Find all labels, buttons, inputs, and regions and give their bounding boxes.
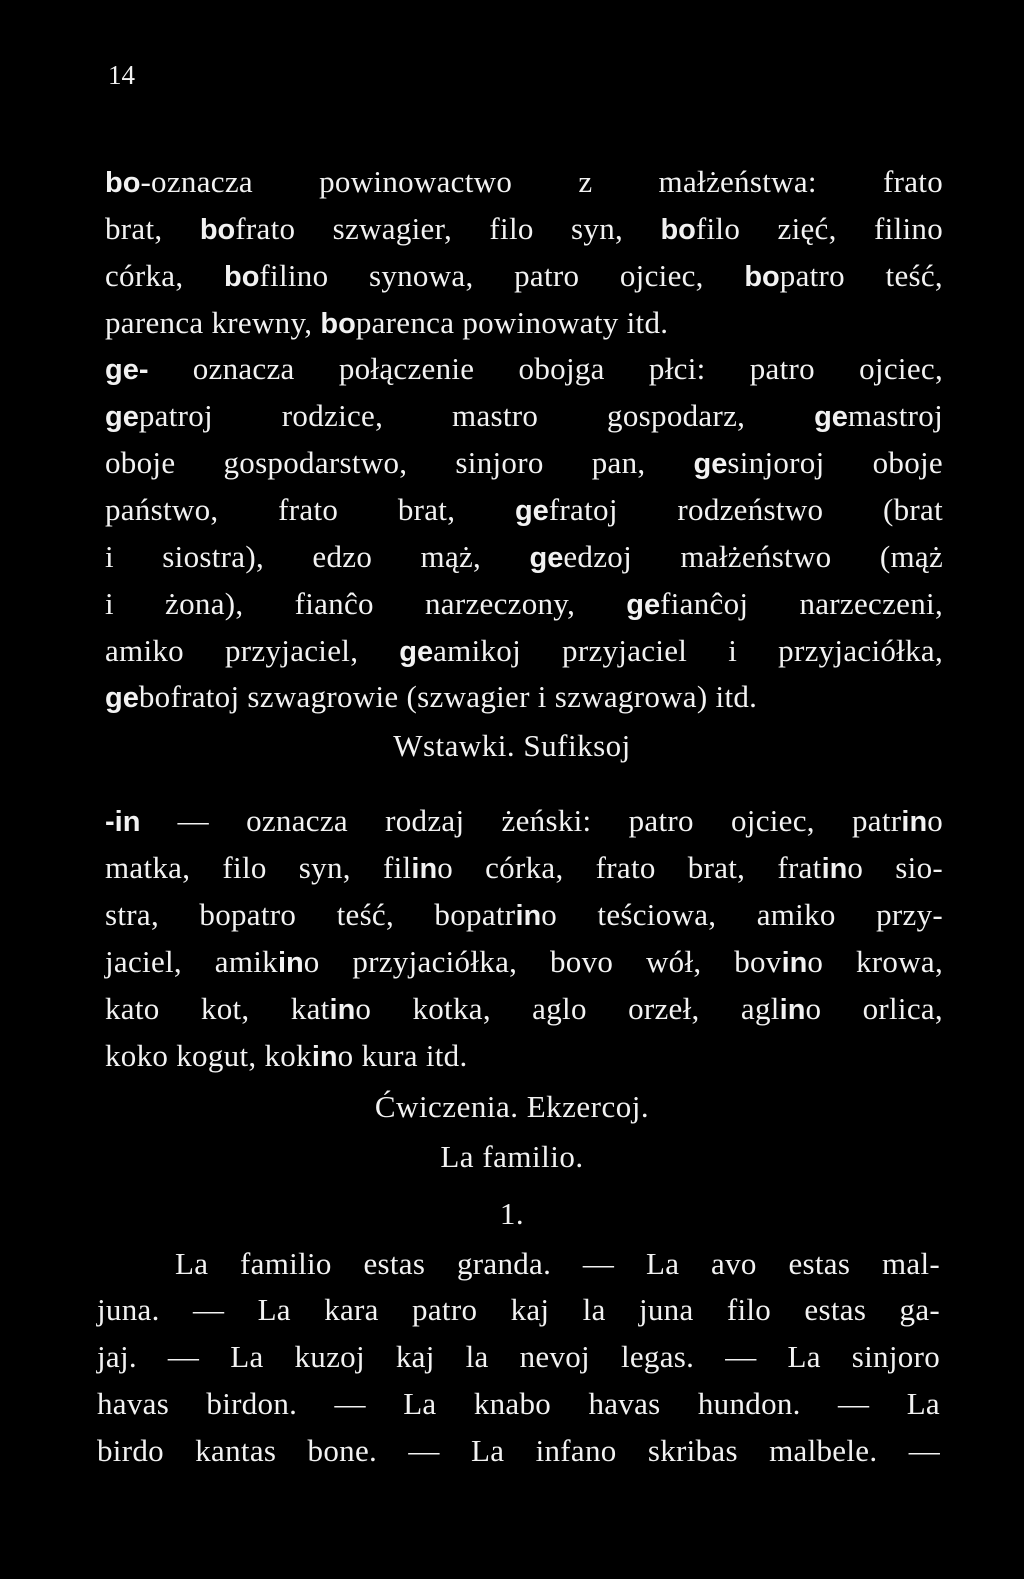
text-segment: mastroj — [847, 398, 943, 433]
text-segment: bofratoj szwagrowie (szwagier i szwagrowa) itd. — [138, 679, 758, 714]
text-segment: o — [927, 803, 943, 838]
text-segment: frato szwagier, filo syn, — [235, 211, 661, 246]
exercise-line: havas birdon. — La knabo havas hundon. — La — [97, 1386, 940, 1421]
section-heading-wstawki: Wstawki. Sufiksoj — [393, 728, 631, 763]
morpheme-highlight: in — [781, 947, 808, 979]
text-segment: kato kot, kat — [105, 991, 330, 1026]
morpheme-highlight: ge — [105, 682, 139, 714]
text-segment: oboje gospodarstwo, sinjoro pan, — [105, 445, 694, 480]
morpheme-highlight: bo — [744, 261, 780, 293]
text-segment: państwo, frato brat, — [105, 492, 515, 527]
text-line — [105, 895, 943, 936]
morpheme-highlight: -in — [105, 806, 141, 838]
morpheme-highlight: ge — [814, 401, 848, 433]
morpheme-highlight: bo — [105, 167, 141, 199]
text-segment: o kotka, aglo orzeł, agl — [355, 991, 780, 1026]
text-line — [105, 256, 943, 297]
text-line — [105, 303, 668, 344]
text-segment: filino synowa, patro ojciec, — [259, 258, 745, 293]
text-segment: o orlica, — [805, 991, 943, 1026]
morpheme-highlight: in — [329, 994, 356, 1026]
text-segment: oznacza połączenie obojga płci: patro ojciec, — [148, 351, 943, 386]
exercise-number: 1. — [499, 1196, 525, 1231]
text-segment: o krowa, — [807, 944, 944, 979]
text-segment: filo zięć, filino — [695, 211, 944, 246]
text-segment: stra, bopatro teść, bopatr — [105, 897, 516, 932]
morpheme-highlight: in — [277, 947, 304, 979]
morpheme-highlight: ge — [693, 448, 728, 480]
text-line — [105, 209, 943, 250]
text-line — [105, 631, 943, 672]
text-line — [105, 1036, 468, 1077]
text-line — [105, 396, 943, 437]
morpheme-highlight: ge — [626, 589, 661, 621]
morpheme-highlight: in — [411, 853, 438, 885]
text-line — [105, 490, 943, 531]
text-segment: córka, — [105, 258, 224, 293]
text-segment: o kura itd. — [337, 1038, 468, 1073]
text-segment: parenca krewny, — [105, 305, 321, 340]
text-segment: edzoj małżeństwo (mąż — [563, 539, 944, 574]
text-line — [105, 162, 943, 203]
text-segment: fianĉoj narzeczeni, — [660, 586, 943, 621]
morpheme-highlight: bo — [320, 308, 356, 340]
text-line — [105, 801, 943, 842]
text-segment: brat, — [105, 211, 200, 246]
text-segment: o sio- — [847, 850, 944, 885]
morpheme-highlight: bo — [199, 214, 236, 246]
text-segment: matka, filo syn, fil — [105, 850, 412, 885]
text-segment: fratoj rodzeństwo (brat — [548, 492, 943, 527]
morpheme-highlight: in — [311, 1041, 338, 1073]
exercise-line: jaj. — La kuzoj kaj la nevoj legas. — La sinjoro — [97, 1339, 940, 1374]
text-segment: o córka, frato brat, frat — [437, 850, 822, 885]
text-line — [105, 584, 943, 625]
text-segment: koko kogut, kok — [105, 1038, 312, 1073]
morpheme-highlight: ge — [529, 542, 564, 574]
text-segment: sinjoroj oboje — [727, 445, 943, 480]
text-line — [105, 443, 943, 484]
exercise-line: juna. — La kara patro kaj la juna filo estas ga- — [97, 1292, 940, 1327]
morpheme-highlight: ge — [514, 495, 549, 527]
text-segment: -oznacza powinowactwo z małżeństwa: frato — [140, 164, 943, 199]
text-segment: i żona), fianĉo narzeczony, — [105, 586, 627, 621]
text-segment: i siostra), edzo mąż, — [105, 539, 530, 574]
text-line — [105, 848, 943, 889]
text-segment: amiko przyjaciel, — [105, 633, 400, 668]
text-line — [105, 989, 943, 1030]
morpheme-highlight: bo — [660, 214, 696, 246]
text-segment: patro teść, — [779, 258, 943, 293]
section-heading-cwiczenia: Ćwiczenia. Ekzercoj. — [374, 1089, 650, 1124]
text-segment: amikoj przyjaciel i przyjaciółka, — [433, 633, 943, 668]
text-line — [105, 349, 943, 390]
text-segment: — oznacza rodzaj żeński: patro ojciec, patr — [140, 803, 902, 838]
text-segment: jaciel, amik — [105, 944, 278, 979]
text-line — [105, 537, 943, 578]
exercise-line: La familio estas granda. — La avo estas mal- — [175, 1246, 940, 1281]
exercise-line: birdo kantas bone. — La infano skribas malbele. — — [97, 1433, 940, 1468]
text-line — [105, 942, 943, 983]
morpheme-highlight: in — [779, 994, 806, 1026]
section-heading-familio: La familio. — [440, 1139, 584, 1174]
text-segment: parenca powinowaty itd. — [355, 305, 669, 340]
text-line — [105, 677, 757, 718]
text-segment: patroj rodzice, mastro gospodarz, — [138, 398, 815, 433]
text-segment: o przyjaciółka, bovo wół, bov — [303, 944, 782, 979]
morpheme-highlight: ge- — [105, 354, 149, 386]
morpheme-highlight: in — [901, 806, 928, 838]
morpheme-highlight: in — [515, 900, 542, 932]
morpheme-highlight: ge — [105, 401, 139, 433]
page-number: 14 — [108, 60, 135, 90]
morpheme-highlight: ge — [399, 636, 434, 668]
morpheme-highlight: bo — [223, 261, 260, 293]
text-segment: o teściowa, amiko przy- — [541, 897, 943, 932]
morpheme-highlight: in — [821, 853, 848, 885]
